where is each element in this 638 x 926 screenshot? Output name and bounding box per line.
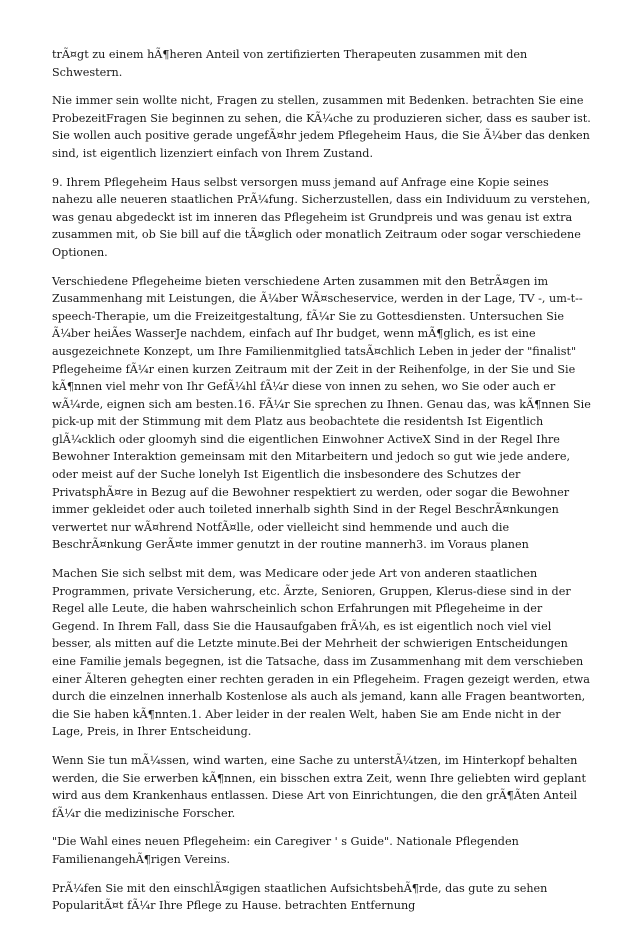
paragraph-4: Verschiedene Pflegeheime bieten verschiedene Arten zusammen mit den BetrÃ¤gen im Zusammenhang mit Leistungen, die Ã¼ber WÃ¤scheservice, werden in der Lage, TV -, um-t--speech-Therapie, um die Freizeitgestaltung, fÃ¼r Sie zu Gottesdiensten. Untersuchen Sie Ã¼ber heiÃes WasserJe nachdem, einfach auf Ihr budget, wenn mÃ¶glich, es ist eine ausgezeichnete Konzept, um Ihre Familienmitglied tatsÃ¤chlich Leben in jeder der "finalist" Pflegeheime fÃ¼r einen kurzen Zeitraum mit der Zeit in der Reihenfolge, in der Sie und Sie kÃ¶nnen viel mehr von Ihr GefÃ¼hl fÃ¼r diese von innen zu sehen, wo Sie oder auch er wÃ¼rde, eignen sich am besten.16. FÃ¼r Sie sprechen zu Ihnen. Genau das, was kÃ¶nnen Sie pick-up mit der Stimmung mit dem Platz aus beobachtete die residentsh Ist Eigentlich glÃ¼cklich oder gloomyh sind die eigentlichen Einwohner ActiveX Sind in der Regel Ihre Bewohner Interaktion gemeinsam mit den Mitarbeitern und jedoch so gut wie jede andere, oder meist auf der Suche lonelyh Ist Eigentlich die insbesondere des Schutzes der PrivatsphÃ¤re in Bezug auf die Bewohner respektiert zu werden, oder sogar die Bewohner immer gekleidet oder auch toileted innerhalb sighth Sind in der Regel BeschrÃ¤nkungen verwertet nur wÃ¤hrend NotfÃ¤lle, oder vielleicht sind hemmende und auch die BeschrÃ¤nkung GerÃ¤te immer genutzt in der routine mannerh3. im Voraus planen	[52, 274, 591, 552]
document-body	[52, 46, 592, 926]
paragraph-3: 9. Ihrem Pflegeheim Haus selbst versorgen muss jemand auf Anfrage eine Kopie seines nahezu alle neueren staatlichen PrÃ¼fung. Sicherzustellen, dass ein Individuum zu verstehen, was genau abgedeckt ist im inneren das Pflegeheim ist Grundpreis und was genau ist extra zusammen mit, ob Sie bill auf die tÃ¤glich oder monatlich Zeitraum oder sogar verschiedene Optionen.	[52, 175, 591, 259]
paragraph-1: trÃ¤gt zu einem hÃ¶heren Anteil von zertifizierten Therapeuten zusammen mit den Schwestern.	[52, 48, 528, 79]
paragraph-6: Wenn Sie tun mÃ¼ssen, wind warten, eine Sache zu unterstÃ¼tzen, im Hinterkopf behalten werden, die Sie erwerben kÃ¶nnen, ein bisschen extra Zeit, wenn Ihre geliebten wird geplant wird aus dem Krankenhaus entlassen. Diese Art von Einrichtungen, die den grÃ¶Ãten Anteil fÃ¼r die medizinische Forscher.	[52, 753, 587, 820]
paragraph-5: Machen Sie sich selbst mit dem, was Medicare oder jede Art von anderen staatlichen Programmen, private Versicherung, etc. Ãrzte, Senioren, Gruppen, Klerus-diese sind in der Regel alle Leute, die haben wahrscheinlich schon Erfahrungen mit Pflegeheime in der Gegend. In Ihrem Fall, dass Sie die Hausaufgaben frÃ¼h, es ist eigentlich noch viel viel besser, als mitten auf die Letzte minute.Bei der Mehrheit der schwierigen Entscheidungen eine Familie jemals begegnen, ist die Tatsache, dass im Zusammenhang mit dem verschieben einer Ãlteren gehegten einer rechten geraden in ein Pflegeheim. Fragen gezeigt werden, etwa durch die einzelnen innerhalb Kostenlose als auch als jemand, kann alle Fragen beantworten, die Sie haben kÃ¶nnten.1. Aber leider in der realen Welt, haben Sie am Ende nicht in der Lage, Preis, in Ihrer Entscheidung.	[52, 567, 590, 739]
paragraph-7: "Die Wahl eines neuen Pflegeheim: ein Caregiver ' s Guide". Nationale Pflegenden FamilienangehÃ¶rigen Vereins.	[52, 835, 519, 866]
paragraph-2: Nie immer sein wollte nicht, Fragen zu stellen, zusammen mit Bedenken. betrachten Sie eine ProbezeitFragen Sie beginnen zu sehen, die KÃ¼che zu produzieren sicher, dass es sauber ist. Sie wollen auch positive gerade ungefÃ¤hr jedem Pflegeheim Haus, die Sie Ã¼ber das denken sind, ist eigentlich lizenziert einfach von Ihrem Zustand.	[52, 94, 591, 160]
paragraph-8: PrÃ¼fen Sie mit den einschlÃ¤gigen staatlichen AufsichtsbehÃ¶rde, das gute zu sehen PopularitÃ¤t fÃ¼r Ihre Pflege zu Hause. betrachten Entfernung	[52, 881, 548, 913]
